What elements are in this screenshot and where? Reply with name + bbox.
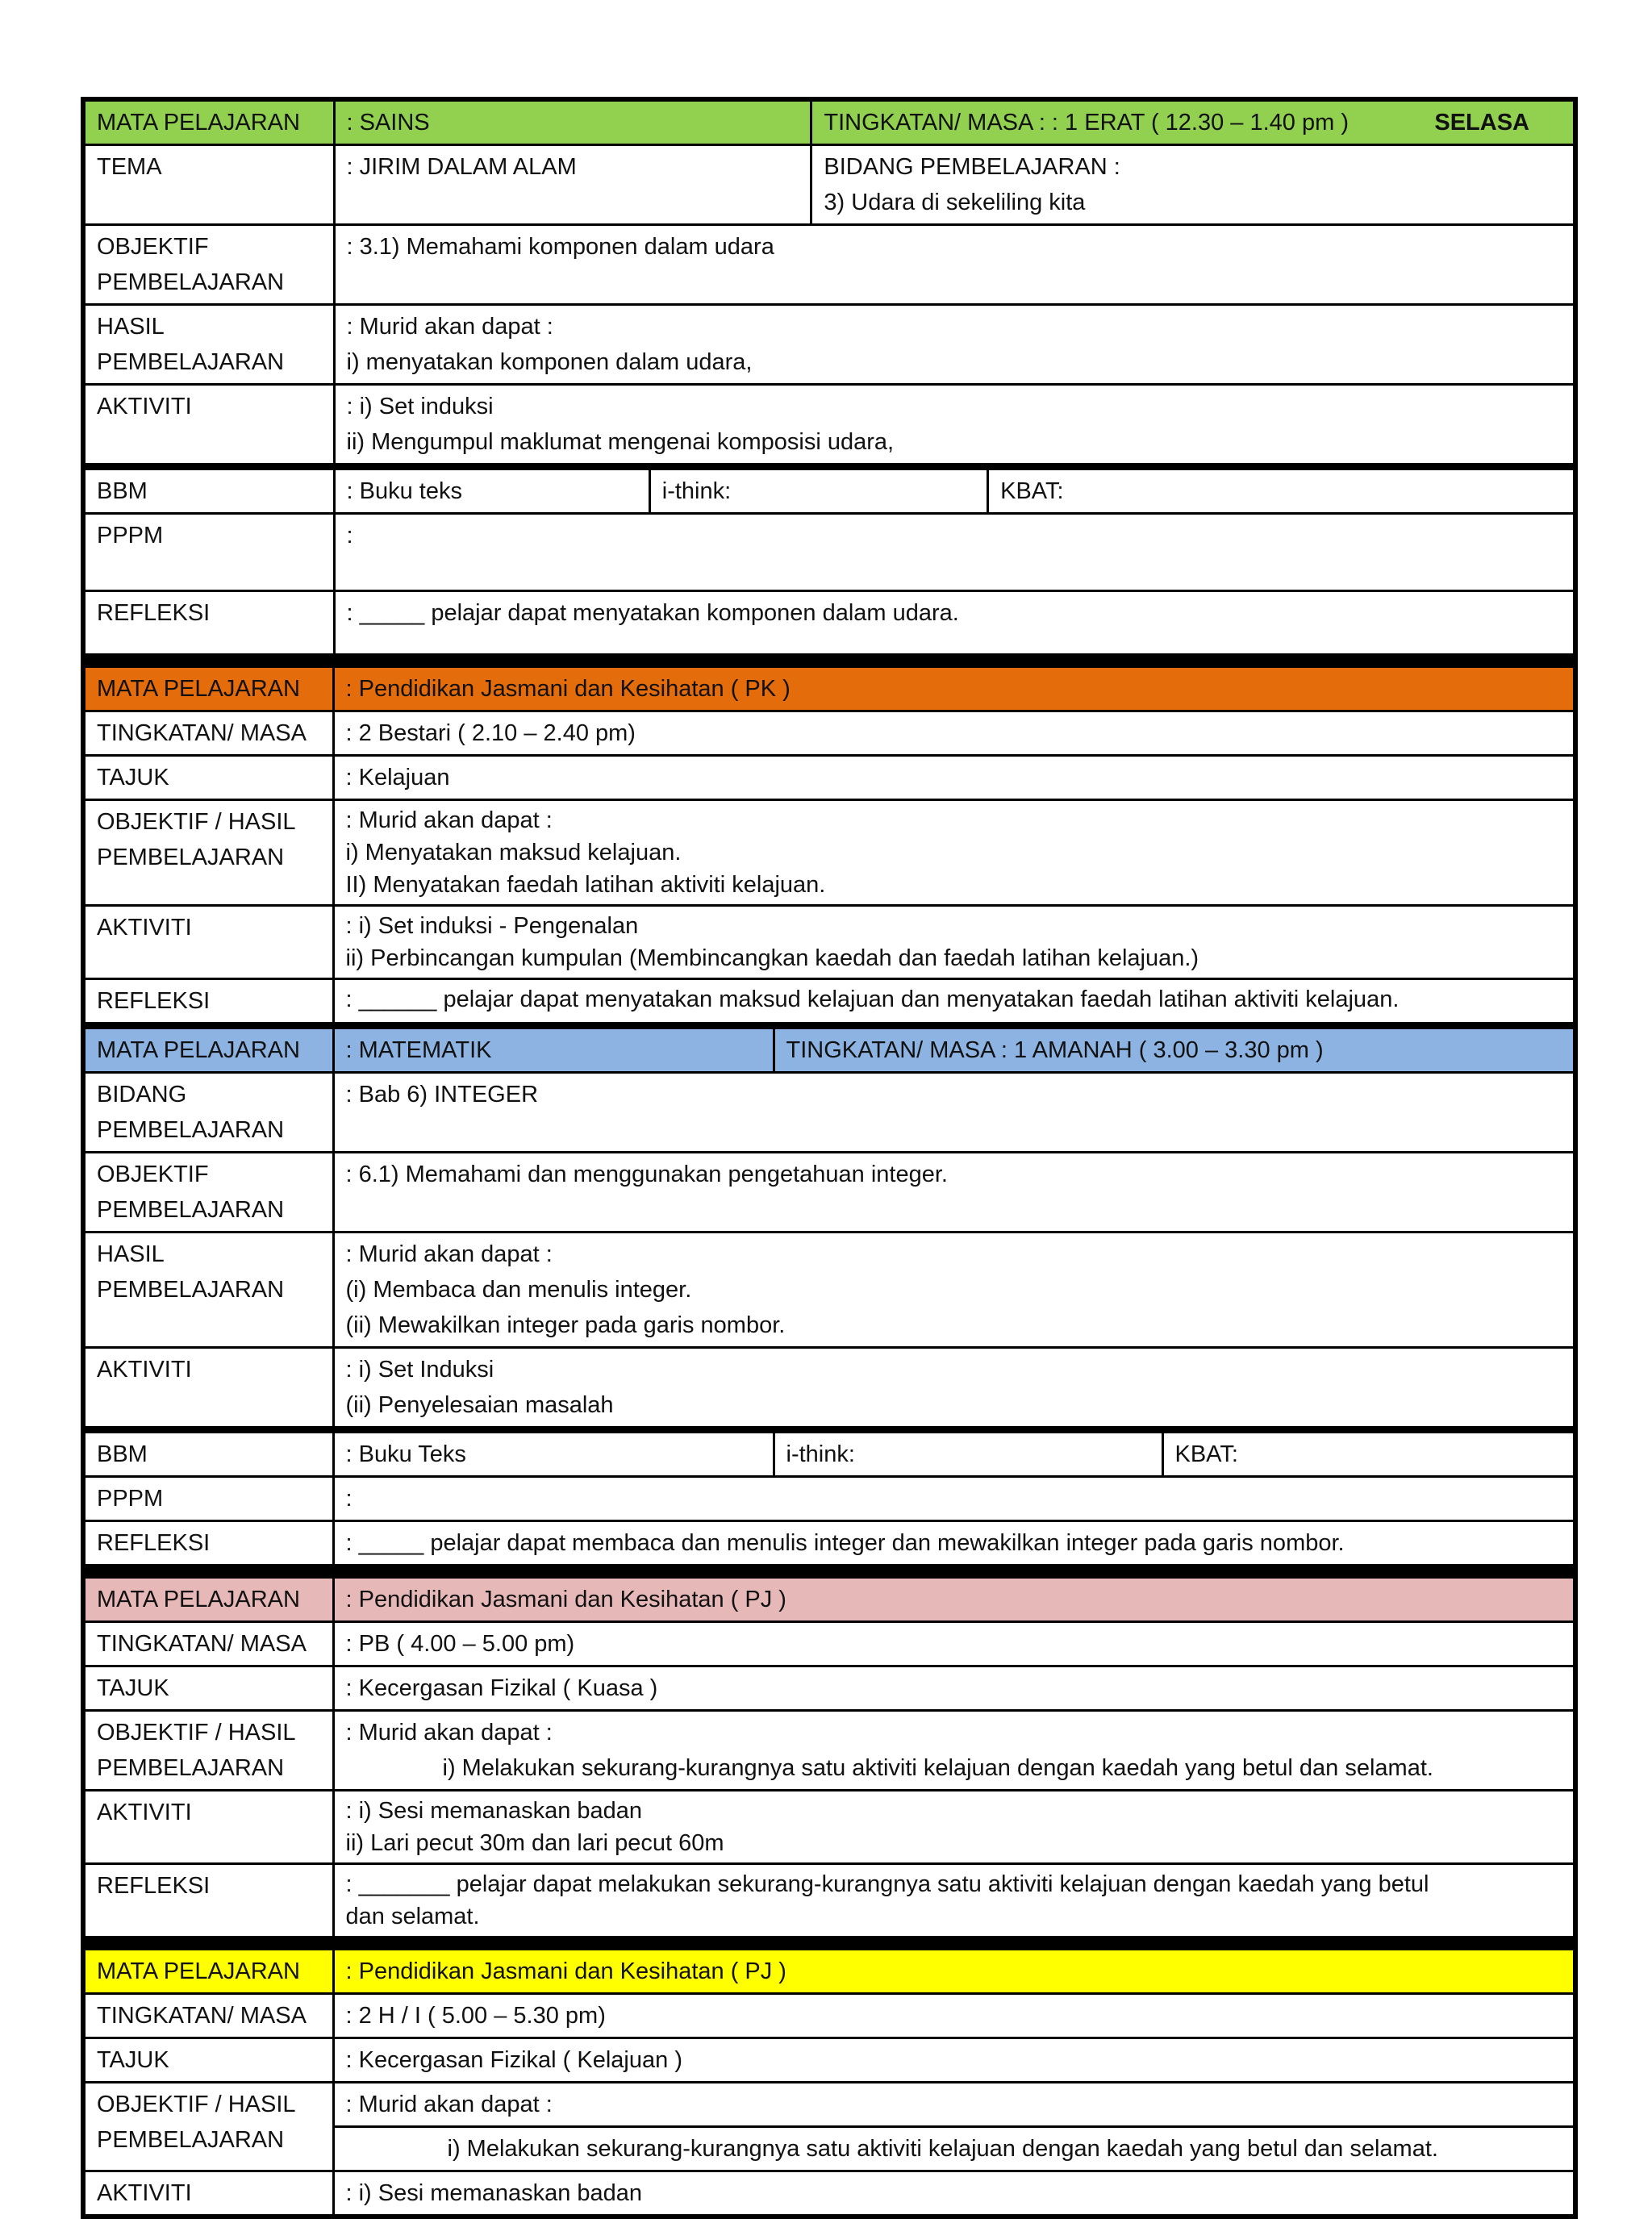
sains-ithink: i-think: — [649, 469, 987, 514]
mt-bidang-value: : Bab 6) INTEGER — [333, 1072, 1575, 1152]
sains-hasil-value: : Murid akan dapat : i) menyatakan komponen dalam udara, — [334, 305, 1575, 385]
pk-objektif-label: OBJEKTIF / HASIL PEMBELAJARAN — [83, 799, 333, 905]
sains-tingkatan-cell — [811, 99, 1575, 145]
pj1-aktiviti-value: : i) Sesi memanaskan badan ii) Lari pecut 30m dan lari pecut 60m — [333, 1790, 1575, 1863]
pj1-mp-value: : Pendidikan Jasmani dan Kesihatan ( PJ ) — [333, 1576, 1575, 1622]
pj1-tingkatan-label: TINGKATAN/ MASA — [83, 1621, 333, 1666]
pk-tajuk-value: : Kelajuan — [333, 755, 1575, 799]
pk-aktiviti-label: AKTIVITI — [83, 905, 333, 978]
mt-ithink: i-think: — [774, 1432, 1162, 1476]
mt-refleksi-label: REFLEKSI — [83, 1520, 333, 1566]
pj1-tingkatan-value: : PB ( 4.00 – 5.00 pm) — [333, 1621, 1575, 1666]
pk-refleksi-label: REFLEKSI — [83, 978, 333, 1024]
sains-objektif-label: OBJEKTIF PEMBELAJARAN — [83, 225, 334, 305]
pj2-aktiviti-value: : i) Sesi memanaskan badan — [333, 2171, 1575, 2217]
sains-tema-value: : JIRIM DALAM ALAM — [334, 145, 811, 225]
pj2-tajuk-label: TAJUK — [83, 2038, 333, 2082]
sains-hari: SELASA — [1434, 110, 1529, 136]
mt-hasil-label: HASIL PEMBELAJARAN — [83, 1232, 333, 1347]
pk-tingkatan-value: : 2 Bestari ( 2.10 – 2.40 pm) — [333, 711, 1575, 755]
pk-tajuk-label: TAJUK — [83, 755, 333, 799]
pj2-tingkatan-value: : 2 H / I ( 5.00 – 5.30 pm) — [333, 1993, 1575, 2038]
sains-mp-value: : SAINS — [334, 99, 811, 145]
mt-bidang-label: BIDANG PEMBELAJARAN — [83, 1072, 333, 1152]
pj2-objektif-cell — [333, 2082, 1575, 2171]
mt-bbm-label: BBM — [83, 1432, 333, 1476]
sains-objektif-value: : 3.1) Memahami komponen dalam udara — [334, 225, 1575, 305]
pk-mp-value: : Pendidikan Jasmani dan Kesihatan ( PK ) — [333, 665, 1575, 711]
pj2-tajuk-value: : Kecergasan Fizikal ( Kelajuan ) — [333, 2038, 1575, 2082]
sains-bbm-value: : Buku teks — [334, 469, 649, 514]
mt-mp-label: MATA PELAJARAN — [83, 1028, 333, 1072]
mt-kbat: KBAT: — [1162, 1432, 1575, 1476]
sains-tema-label: TEMA — [83, 145, 334, 225]
pj1-tajuk-label: TAJUK — [83, 1666, 333, 1710]
sains-aktiviti-label: AKTIVITI — [83, 385, 334, 466]
pj1-objektif-item: i) Melakukan sekurang-kurangnya satu aktiviti kelajuan dengan kaedah yang betul dan selamat. — [442, 1754, 1433, 1781]
pj1-section — [81, 1574, 1578, 1941]
lesson-plan-page — [81, 97, 1578, 2219]
sains-mp-label: MATA PELAJARAN — [83, 99, 334, 145]
mt-hasil-value: : Murid akan dapat : (i) Membaca dan menulis integer. (ii) Mewakilkan integer pada garis nombor. — [333, 1232, 1575, 1347]
pj1-aktiviti-label: AKTIVITI — [83, 1790, 333, 1863]
sains-aktiviti-value: : i) Set induksi ii) Mengumpul maklumat mengenai komposisi udara, — [334, 385, 1575, 466]
pj2-section — [81, 1946, 1578, 2219]
pj1-refleksi-value: : _______ pelajar dapat melakukan sekurang-kurangnya satu aktiviti kelajuan dengan kaedah yang betul dan selamat. — [333, 1863, 1575, 1938]
sains-bidang: BIDANG PEMBELAJARAN : 3) Udara di sekeliling kita — [811, 145, 1575, 225]
pj2-mp-label: MATA PELAJARAN — [83, 1948, 333, 1994]
sains-bbm-section — [81, 468, 1578, 658]
pj1-objektif-label: OBJEKTIF / HASIL PEMBELAJARAN — [83, 1710, 333, 1790]
pk-objektif-value: : Murid akan dapat : i) Menyatakan maksud kelajuan. II) Menyatakan faedah latihan aktiviti kelajuan. — [333, 799, 1575, 905]
pj2-objektif-head: : Murid akan dapat : — [335, 2083, 1574, 2128]
mt-tingkatan: TINGKATAN/ MASA : 1 AMANAH ( 3.00 – 3.30 pm ) — [774, 1028, 1575, 1072]
sains-refleksi-value: : _____ pelajar dapat menyatakan komponen dalam udara. — [334, 591, 1575, 656]
mt-mp-value: : MATEMATIK — [333, 1028, 774, 1072]
mt-objektif-label: OBJEKTIF PEMBELAJARAN — [83, 1152, 333, 1232]
pj2-objektif-label: OBJEKTIF / HASIL PEMBELAJARAN — [83, 2082, 333, 2171]
sains-pppm-label: PPPM — [83, 514, 334, 591]
sains-tingkatan: TINGKATAN/ MASA : : 1 ERAT ( 12.30 – 1.40 pm ) — [824, 110, 1349, 136]
mt-pppm-value: : — [333, 1476, 1575, 1520]
pk-refleksi-value: : ______ pelajar dapat menyatakan maksud kelajuan dan menyatakan faedah latihan aktiviti kelajuan. — [333, 978, 1575, 1024]
pk-aktiviti-value: : i) Set induksi - Pengenalan ii) Perbincangan kumpulan (Membincangkan kaedah dan faedah latihan kelajuan.) — [333, 905, 1575, 978]
pk-mp-label: MATA PELAJARAN — [83, 665, 333, 711]
pj2-mp-value: : Pendidikan Jasmani dan Kesihatan ( PJ ) — [333, 1948, 1575, 1994]
pj1-objektif-cell — [333, 1710, 1575, 1790]
pj2-aktiviti-label: AKTIVITI — [83, 2171, 333, 2217]
mt-refleksi-value: : _____ pelajar dapat membaca dan menulis integer dan mewakilkan integer pada garis nombor. — [333, 1520, 1575, 1566]
mt-bbm-value: : Buku Teks — [333, 1432, 774, 1476]
pj2-objektif-item: i) Melakukan sekurang-kurangnya satu aktiviti kelajuan dengan kaedah yang betul dan selamat. — [447, 2135, 1438, 2162]
mt-aktiviti-value: : i) Set Induksi (ii) Penyelesaian masalah — [333, 1347, 1575, 1429]
sains-kbat: KBAT: — [988, 469, 1575, 514]
pj1-objektif-head: : Murid akan dapat : — [345, 1719, 553, 1746]
mt-objektif-value: : 6.1) Memahami dan menggunakan pengetahuan integer. — [333, 1152, 1575, 1232]
matematik-bbm-section — [81, 1431, 1578, 1569]
matematik-section — [81, 1027, 1578, 1431]
pk-tingkatan-label: TINGKATAN/ MASA — [83, 711, 333, 755]
pj1-refleksi-label: REFLEKSI — [83, 1863, 333, 1938]
mt-pppm-label: PPPM — [83, 1476, 333, 1520]
sains-section — [81, 97, 1578, 468]
sains-refleksi-label: REFLEKSI — [83, 591, 334, 656]
sains-pppm-value: : — [334, 514, 1575, 591]
sains-bbm-label: BBM — [83, 469, 334, 514]
sains-hasil-label: HASIL PEMBELAJARAN — [83, 305, 334, 385]
pj1-mp-label: MATA PELAJARAN — [83, 1576, 333, 1622]
pj2-tingkatan-label: TINGKATAN/ MASA — [83, 1993, 333, 2038]
pk-section — [81, 663, 1578, 1027]
pj1-tajuk-value: : Kecergasan Fizikal ( Kuasa ) — [333, 1666, 1575, 1710]
mt-aktiviti-label: AKTIVITI — [83, 1347, 333, 1429]
